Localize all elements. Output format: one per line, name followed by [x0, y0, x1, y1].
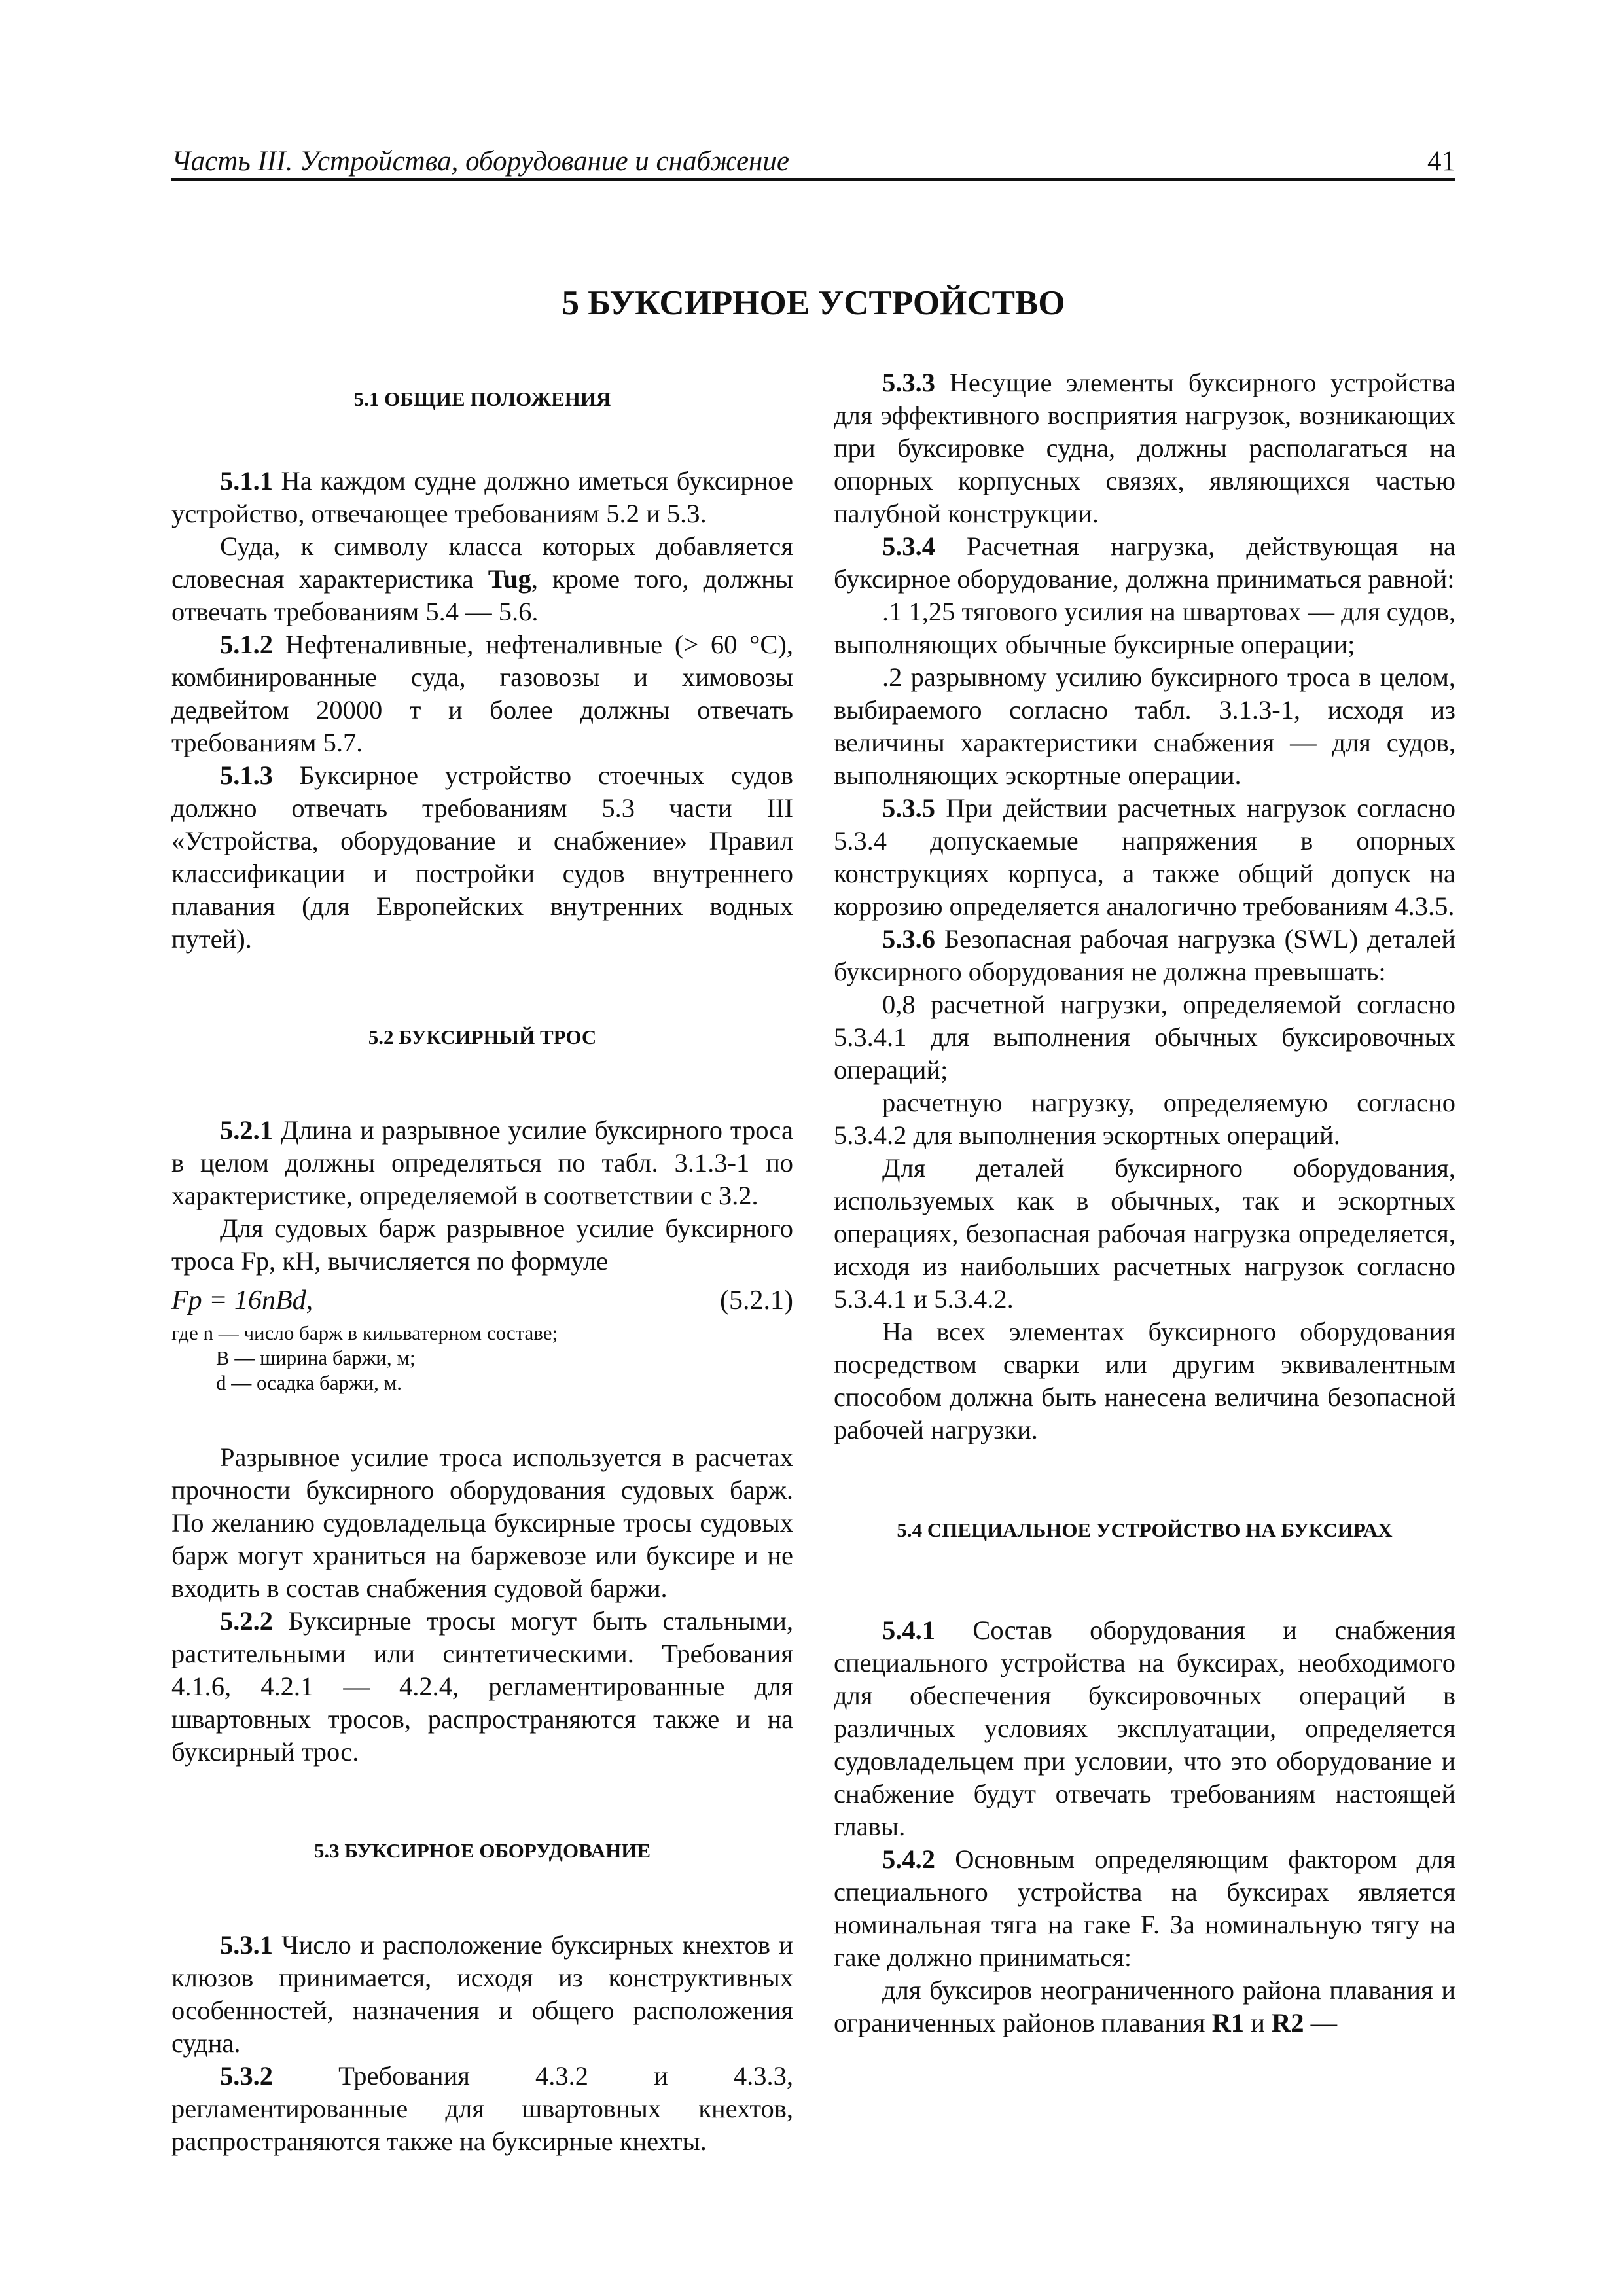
formula-number: (5.2.1)	[720, 1285, 793, 1316]
paragraph-swl-both: Для деталей буксирного оборудования, используемых как в обычных, так и эскортных операциях, безопасная рабочая нагрузка определяется, исходя из наибольших расчетных нагрузок согласно 5.3.4.1 и 5.3.4.2.	[834, 1153, 1455, 1314]
paragraph-text: Несущие элементы буксирного устройства для эффективного восприятия нагрузок, возникающих при буксировке судна, должны располагаться на опорных корпусных связях, являющихся частью палубной конструкции.	[834, 368, 1455, 528]
paragraph-5-2-1	[171, 1114, 793, 1212]
formula-5-2-1	[171, 1284, 793, 1317]
clause-number: 5.2.2	[220, 1606, 273, 1636]
clause-number: 5.1.2	[220, 630, 273, 659]
clause-number: 5.3.5	[882, 793, 935, 823]
list-item-2: .2 разрывному усилию буксирного троса в целом, выбираемого согласно табл. 3.1.3-1, исходя из величины характеристики снабжения — для судов, выполняющих эскортные операции.	[834, 662, 1455, 790]
clause-number: 5.2.1	[220, 1115, 273, 1145]
clause-number: 5.4.2	[882, 1844, 935, 1874]
paragraph-text: Основным определяющим фактором для специального устройства на буксирах является номинальная тяга на гаке F. За номинальную тягу на гаке должно приниматься:	[834, 1844, 1455, 1972]
paragraph-barge-formula-intro: Для судовых барж разрывное усилие буксирного троса Fр, кН, вычисляется по формуле	[171, 1213, 793, 1276]
paragraph-swl-ordinary: 0,8 расчетной нагрузки, определяемой согласно 5.3.4.1 для выполнения обычных буксировочных операций;	[834, 990, 1455, 1085]
paragraph-text: Длина и разрывное усилие буксирного троса в целом должны определяться по табл. 3.1.3-1 по характеристике, определяемой в соответствии с 3.2.	[171, 1115, 793, 1210]
formula-legend	[171, 1321, 793, 1395]
area-r1: R1	[1211, 2008, 1245, 2037]
paragraph-5-3-5	[834, 792, 1455, 923]
chapter-title: 5 БУКСИРНОЕ УСТРОЙСТВО	[562, 284, 1065, 322]
paragraph-text: и	[1244, 2008, 1272, 2037]
paragraph-text: для буксиров неограниченного района плавания и ограниченных районов плавания	[834, 1975, 1455, 2037]
paragraph-unrestricted-tugs	[834, 1974, 1455, 2039]
section-heading-5-1: 5.1 ОБЩИЕ ПОЛОЖЕНИЯ	[353, 387, 611, 410]
paragraph-5-4-2	[834, 1843, 1455, 1974]
paragraph-text: Буксирные тросы могут быть стальными, растительными или синтетическими. Требования 4.1.6, 4.2.1 — 4.2.4, регламентированные для швартовных тросов, распространяются также и на буксирный трос.	[171, 1606, 793, 1767]
clause-number: 5.3.6	[882, 924, 935, 954]
list-item-1: .1 1,25 тягового усилия на швартовах — для судов, выполняющих обычные буксирные операции;	[834, 597, 1455, 659]
clause-number: 5.1.3	[220, 761, 273, 790]
paragraph-5-4-1	[834, 1614, 1455, 1843]
paragraph-text: Требования 4.3.2 и 4.3.3, регламентированные для швартовных кнехтов, распространяются также на буксирные кнехты.	[171, 2061, 793, 2156]
clause-number: 5.4.1	[882, 1615, 935, 1645]
paragraph-text: Число и расположение буксирных кнехтов и клюзов принимается, исходя из конструктивных особенностей, назначения и общего расположения судна.	[171, 1930, 793, 2058]
formula-expression: Fр = 16nBd,	[171, 1285, 313, 1316]
clause-number: 5.1.1	[220, 466, 273, 495]
paragraph-text: Буксирное устройство стоечных судов должно отвечать требованиям 5.3 части III «Устройства, оборудование и снабжение» Правил классификации и постройки судов внутреннего плавания (для Европейских внутренних водных путей).	[171, 761, 793, 954]
paragraph-5-3-3	[834, 367, 1455, 530]
paragraph-text: Нефтеналивные, нефтеналивные (> 60 °C), комбинированные суда, газовозы и химовозы дедвейтом 20000 т и более должны отвечать требованиям 5.7.	[171, 630, 793, 757]
running-header	[171, 145, 1455, 181]
paragraph-breaking-force: Разрывное усилие троса используется в расчетах прочности буксирного оборудования судовых барж. По желанию судовладельца буксирные тросы судовых барж могут храниться на баржевозе или буксире и не входить в состав снабжения судовой баржи.	[171, 1443, 793, 1603]
right-column	[834, 367, 1455, 2039]
paragraph-5-2-2	[171, 1605, 793, 1768]
paragraph-text: , кроме того, должны отвечать требованиям 5.4 — 5.6.	[171, 564, 793, 626]
area-r2: R2	[1272, 2008, 1304, 2037]
paragraph-text: Безопасная рабочая нагрузка (SWL) деталей буксирного оборудования не должна превышать:	[834, 924, 1455, 986]
section-heading-5-2: 5.2 БУКСИРНЫЙ ТРОС	[368, 1026, 597, 1049]
paragraph-5-3-1	[171, 1929, 793, 2060]
paragraph-5-3-4	[834, 530, 1455, 596]
paragraph-5-3-6	[834, 923, 1455, 988]
paragraph-text: На каждом судне должно иметься буксирное устройство, отвечающее требованиям 5.2 и 5.3.	[171, 466, 793, 528]
paragraph-text: При действии расчетных нагрузок согласно 5.3.4 допускаемые напряжения в опорных конструкциях корпуса, а также общий допуск на коррозию определяется аналогично требованиям 4.3.5.	[834, 793, 1455, 921]
section-heading-5-3: 5.3 БУКСИРНОЕ ОБОРУДОВАНИЕ	[313, 1839, 651, 1862]
clause-number: 5.3.1	[220, 1930, 273, 1960]
paragraph-swl-escort: расчетную нагрузку, определяемую согласно 5.3.4.2 для выполнения эскортных операций.	[834, 1088, 1455, 1150]
paragraph-text: —	[1304, 2008, 1338, 2037]
paragraph-tug	[171, 530, 793, 628]
legend-n: где n — число барж в кильватерном составе;	[171, 1321, 558, 1344]
section-heading-5-4: 5.4 СПЕЦИАЛЬНОЕ УСТРОЙСТВО НА БУКСИРАХ	[897, 1518, 1393, 1541]
paragraph-5-3-2	[171, 2060, 793, 2158]
paragraph-text: Расчетная нагрузка, действующая на буксирное оборудование, должна приниматься равной:	[834, 531, 1455, 594]
paragraph-text: Суда, к символу класса которых добавляется словесная характеристика	[171, 531, 793, 594]
page-number: 41	[1427, 146, 1455, 177]
legend-d: d — осадка баржи, м.	[216, 1371, 402, 1394]
paragraph-swl-marking: На всех элементах буксирного оборудования посредством сварки или другим эквивалентным способом должна быть нанесена величина безопасной рабочей нагрузки.	[834, 1317, 1455, 1444]
clause-number: 5.3.3	[882, 368, 935, 397]
clause-number: 5.3.4	[882, 531, 935, 561]
running-title: Часть III. Устройства, оборудование и снабжение	[171, 146, 789, 177]
paragraph-5-1-1	[171, 465, 793, 530]
legend-b: B — ширина баржи, м;	[216, 1346, 416, 1369]
paragraph-5-1-3	[171, 759, 793, 956]
class-notation-tug: Tug	[488, 564, 531, 594]
clause-number: 5.3.2	[220, 2061, 273, 2090]
left-column	[171, 367, 793, 2158]
paragraph-text: Состав оборудования и снабжения специального устройства на буксирах, необходимого для обеспечения буксировочных операций в различных условиях эксплуатации, определяется судовладельцем при условии, что это оборудование и снабжение будут отвечать требованиям настоящей главы.	[834, 1615, 1455, 1841]
paragraph-5-1-2	[171, 628, 793, 759]
